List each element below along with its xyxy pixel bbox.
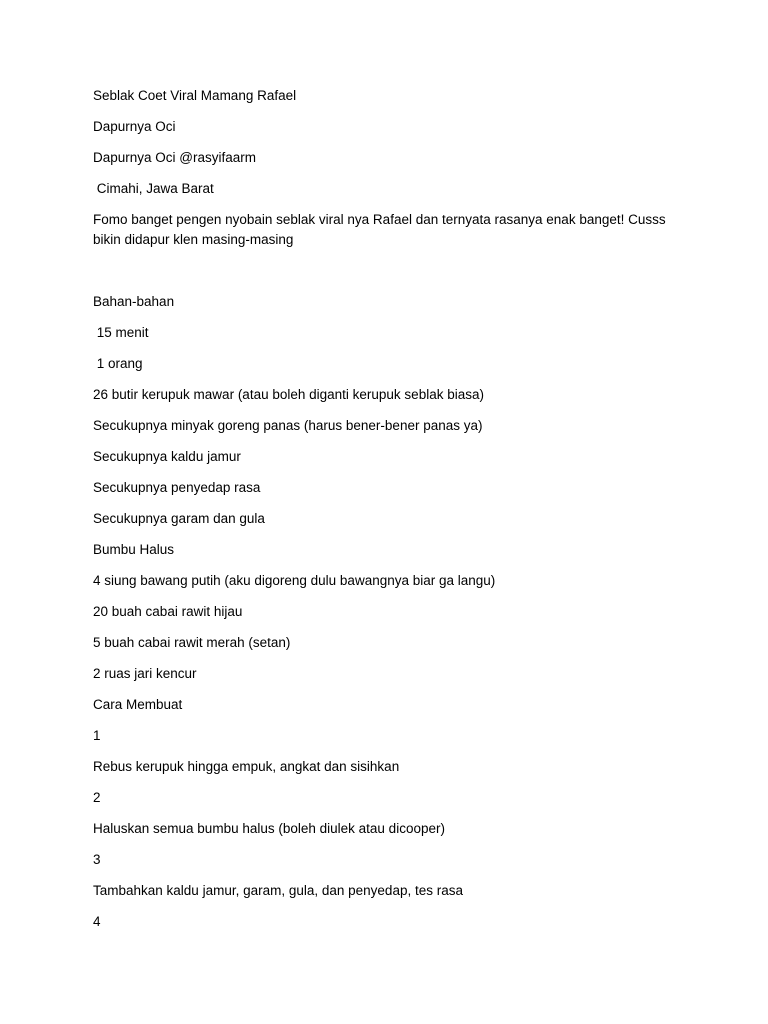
ingredients-heading: Bahan-bahan	[93, 294, 175, 309]
step-number: 1	[93, 728, 101, 743]
ingredient-item: Secukupnya penyedap rasa	[93, 480, 261, 495]
steps-heading: Cara Membuat	[93, 697, 183, 712]
ingredient-item: Secukupnya garam dan gula	[93, 511, 265, 526]
step-text: Tambahkan kaldu jamur, garam, gula, dan penyedap, tes rasa	[93, 883, 463, 898]
recipe-author: Dapurnya Oci	[93, 119, 176, 134]
step-text: Rebus kerupuk hingga empuk, angkat dan sisihkan	[93, 759, 400, 774]
recipe-author-handle: Dapurnya Oci @rasyifaarm	[93, 150, 257, 165]
recipe-title: Seblak Coet Viral Mamang Rafael	[93, 88, 297, 103]
step-text: Haluskan semua bumbu halus (boleh diulek atau dicooper)	[93, 821, 445, 836]
recipe-description: Fomo banget pengen nyobain seblak viral nya Rafael dan ternyata rasanya enak banget! Cusss bikin didapur klen masing-masing	[93, 212, 666, 247]
step-number: 3	[93, 852, 101, 867]
ingredient-item: Secukupnya kaldu jamur	[93, 449, 241, 464]
cooking-time: 15 menit	[93, 325, 149, 340]
bumbu-item: 4 siung bawang putih (aku digoreng dulu bawangnya biar ga langu)	[93, 573, 496, 588]
ingredient-item: 26 butir kerupuk mawar (atau boleh diganti kerupuk seblak biasa)	[93, 387, 484, 402]
bumbu-item: 2 ruas jari kencur	[93, 666, 197, 681]
bumbu-item: 20 buah cabai rawit hijau	[93, 604, 243, 619]
step-number: 2	[93, 790, 101, 805]
bumbu-halus-heading: Bumbu Halus	[93, 542, 175, 557]
recipe-document	[93, 86, 683, 943]
bumbu-item: 5 buah cabai rawit merah (setan)	[93, 635, 291, 650]
ingredient-item: Secukupnya minyak goreng panas (harus bener-bener panas ya)	[93, 418, 483, 433]
servings: 1 orang	[93, 356, 143, 371]
recipe-location: Cimahi, Jawa Barat	[93, 181, 214, 196]
step-number: 4	[93, 914, 101, 929]
spacer	[93, 261, 683, 292]
